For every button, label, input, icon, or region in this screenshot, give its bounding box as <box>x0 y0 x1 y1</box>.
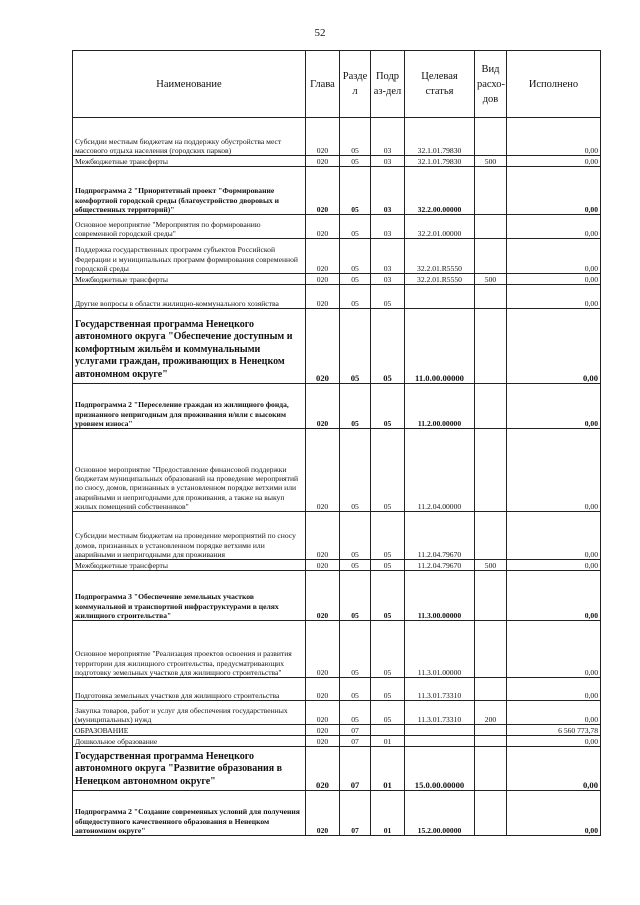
row-podrazdel: 03 <box>371 215 405 239</box>
row-amount: 0,00 <box>507 747 601 791</box>
row-razdel: 05 <box>340 215 371 239</box>
row-razdel: 05 <box>340 274 371 285</box>
row-amount: 0,00 <box>507 678 601 701</box>
header-name: Наименование <box>73 51 306 118</box>
row-podrazdel: 01 <box>371 791 405 836</box>
row-target: 32.2.01.00000 <box>405 215 475 239</box>
row-glava: 020 <box>306 512 340 560</box>
row-amount: 0,00 <box>507 736 601 747</box>
row-name: Государственная программа Ненецкого автономного округа "Обеспечение доступным и комфортным жильём и коммунальными услугами граждан, проживающих в Ненецком автономном округе" <box>73 309 306 384</box>
row-amount: 0,00 <box>507 571 601 621</box>
row-target <box>405 736 475 747</box>
row-vid <box>475 678 507 701</box>
row-target: 11.3.01.73310 <box>405 678 475 701</box>
row-target: 11.2.00.00000 <box>405 384 475 429</box>
row-amount: 0,00 <box>507 560 601 571</box>
row-podrazdel: 05 <box>371 678 405 701</box>
row-razdel: 05 <box>340 156 371 167</box>
table-row <box>73 621 601 678</box>
row-vid: 500 <box>475 274 507 285</box>
row-amount: 0,00 <box>507 215 601 239</box>
table-row <box>73 512 601 560</box>
row-amount: 6 560 773,78 <box>507 725 601 736</box>
row-podrazdel: 05 <box>371 560 405 571</box>
row-target <box>405 285 475 309</box>
row-target: 11.2.04.79670 <box>405 560 475 571</box>
header-razdel: Разде л <box>340 51 371 118</box>
row-vid <box>475 285 507 309</box>
row-podrazdel: 05 <box>371 285 405 309</box>
table-row <box>73 118 601 156</box>
header-glava: Глава <box>306 51 340 118</box>
row-podrazdel: 03 <box>371 118 405 156</box>
row-amount: 0,00 <box>507 274 601 285</box>
row-glava: 020 <box>306 701 340 725</box>
row-glava: 020 <box>306 725 340 736</box>
table-row <box>73 429 601 512</box>
row-amount: 0,00 <box>507 239 601 274</box>
row-glava: 020 <box>306 215 340 239</box>
budget-table <box>72 50 601 836</box>
row-razdel: 05 <box>340 560 371 571</box>
row-name: Подпрограмма 3 "Обеспечение земельных участков коммунальной и транспортной инфраструктурами в целях жилищного строительства" <box>73 571 306 621</box>
row-razdel: 05 <box>340 429 371 512</box>
row-target: 15.2.00.00000 <box>405 791 475 836</box>
row-razdel: 05 <box>340 571 371 621</box>
row-razdel: 05 <box>340 621 371 678</box>
table-row <box>73 736 601 747</box>
row-name: Основное мероприятие "Предоставление финансовой поддержки бюджетам муниципальных образований на проведение мероприятий по сносу, домов, признанных в установленном порядке ветхими или аварийными и непригодными для проживания, а также на выкуп жилых помещений собственников" <box>73 429 306 512</box>
row-vid <box>475 215 507 239</box>
row-podrazdel: 01 <box>371 747 405 791</box>
row-name: Дошкольное образование <box>73 736 306 747</box>
row-amount: 0,00 <box>507 309 601 384</box>
row-glava: 020 <box>306 239 340 274</box>
row-glava: 020 <box>306 571 340 621</box>
row-glava: 020 <box>306 384 340 429</box>
row-podrazdel: 03 <box>371 274 405 285</box>
table-row <box>73 309 601 384</box>
row-name: Подпрограмма 2 "Создание современных условий для получения общедоступного качественного образования в Ненецком автономном округе" <box>73 791 306 836</box>
row-glava: 020 <box>306 167 340 215</box>
row-glava: 020 <box>306 621 340 678</box>
row-name: Основное мероприятие "Реализация проектов освоения и развития территории для жилищного строительства, предусматривающих подготовку земельных участков для жилищного строительства" <box>73 621 306 678</box>
header-vid: Вид расхо-дов <box>475 51 507 118</box>
row-name: Межбюджетные трансферты <box>73 274 306 285</box>
row-razdel: 05 <box>340 678 371 701</box>
row-vid <box>475 736 507 747</box>
row-name: Поддержка государственных программ субъектов Российской Федерации и муниципальных программ формирования современной городской среды <box>73 239 306 274</box>
row-vid: 500 <box>475 560 507 571</box>
row-razdel: 05 <box>340 309 371 384</box>
row-vid <box>475 118 507 156</box>
row-glava: 020 <box>306 560 340 571</box>
row-target: 15.0.00.00000 <box>405 747 475 791</box>
row-amount: 0,00 <box>507 512 601 560</box>
row-vid <box>475 239 507 274</box>
page-number: 52 <box>314 27 326 39</box>
row-glava: 020 <box>306 736 340 747</box>
row-podrazdel <box>371 725 405 736</box>
row-name: Межбюджетные трансферты <box>73 560 306 571</box>
row-name: Межбюджетные трансферты <box>73 156 306 167</box>
row-name: Подготовка земельных участков для жилищного строительства <box>73 678 306 701</box>
row-vid <box>475 384 507 429</box>
row-razdel: 05 <box>340 118 371 156</box>
row-name: Закупка товаров, работ и услуг для обеспечения государственных (муниципальных) нужд <box>73 701 306 725</box>
row-glava: 020 <box>306 156 340 167</box>
row-target: 11.3.00.00000 <box>405 571 475 621</box>
row-glava: 020 <box>306 118 340 156</box>
row-razdel: 05 <box>340 239 371 274</box>
row-vid: 200 <box>475 701 507 725</box>
row-razdel: 07 <box>340 725 371 736</box>
row-razdel: 05 <box>340 512 371 560</box>
row-target <box>405 725 475 736</box>
table-row <box>73 156 601 167</box>
row-name: Субсидии местным бюджетам на проведение мероприятий по сносу домов, признанных в установленном порядке ветхими или аварийными и непригодными для проживания <box>73 512 306 560</box>
row-name: Другие вопросы в области жилищно-коммунального хозяйства <box>73 285 306 309</box>
header-target: Целевая статья <box>405 51 475 118</box>
row-razdel: 05 <box>340 167 371 215</box>
row-glava: 020 <box>306 274 340 285</box>
table-row <box>73 678 601 701</box>
row-vid <box>475 725 507 736</box>
row-podrazdel: 03 <box>371 156 405 167</box>
table-row <box>73 384 601 429</box>
row-glava: 020 <box>306 309 340 384</box>
row-vid <box>475 621 507 678</box>
row-podrazdel: 03 <box>371 167 405 215</box>
table-row <box>73 747 601 791</box>
row-podrazdel: 01 <box>371 736 405 747</box>
row-vid <box>475 309 507 384</box>
row-name: Подпрограмма 2 "Приоритетный проект "Формирование комфортной городской среды (благоустройство дворовых и общественных территорий)" <box>73 167 306 215</box>
row-target: 32.2.01.R5550 <box>405 274 475 285</box>
row-vid <box>475 429 507 512</box>
row-podrazdel: 05 <box>371 384 405 429</box>
row-name: ОБРАЗОВАНИЕ <box>73 725 306 736</box>
table-row <box>73 167 601 215</box>
row-amount: 0,00 <box>507 156 601 167</box>
row-target: 11.2.04.79670 <box>405 512 475 560</box>
row-amount: 0,00 <box>507 621 601 678</box>
table-row <box>73 571 601 621</box>
row-target: 32.1.01.79830 <box>405 156 475 167</box>
row-vid <box>475 747 507 791</box>
row-amount: 0,00 <box>507 429 601 512</box>
header-amount: Исполнено <box>507 51 601 118</box>
row-podrazdel: 05 <box>371 309 405 384</box>
row-podrazdel: 05 <box>371 512 405 560</box>
row-target: 11.0.00.00000 <box>405 309 475 384</box>
row-podrazdel: 05 <box>371 701 405 725</box>
row-target: 11.3.01.73310 <box>405 701 475 725</box>
row-podrazdel: 05 <box>371 429 405 512</box>
row-vid <box>475 791 507 836</box>
row-target: 11.3.01.00000 <box>405 621 475 678</box>
row-razdel: 05 <box>340 701 371 725</box>
row-name: Субсидии местным бюджетам на поддержку обустройства мест массового отдыха населения (городских парков) <box>73 118 306 156</box>
table-row <box>73 701 601 725</box>
row-podrazdel: 05 <box>371 571 405 621</box>
table-row <box>73 791 601 836</box>
row-amount: 0,00 <box>507 167 601 215</box>
row-amount: 0,00 <box>507 285 601 309</box>
row-amount: 0,00 <box>507 791 601 836</box>
row-amount: 0,00 <box>507 701 601 725</box>
row-target: 32.2.00.00000 <box>405 167 475 215</box>
row-razdel: 07 <box>340 747 371 791</box>
row-podrazdel: 05 <box>371 621 405 678</box>
row-glava: 020 <box>306 791 340 836</box>
table-row <box>73 560 601 571</box>
row-glava: 020 <box>306 285 340 309</box>
table-row <box>73 725 601 736</box>
row-razdel: 05 <box>340 285 371 309</box>
row-target: 32.1.01.79830 <box>405 118 475 156</box>
row-razdel: 07 <box>340 736 371 747</box>
row-glava: 020 <box>306 747 340 791</box>
row-vid <box>475 167 507 215</box>
row-name: Основное мероприятие "Мероприятия по формированию современной городской среды" <box>73 215 306 239</box>
row-podrazdel: 03 <box>371 239 405 274</box>
row-amount: 0,00 <box>507 118 601 156</box>
row-vid: 500 <box>475 156 507 167</box>
row-target: 32.2.01.R5550 <box>405 239 475 274</box>
table-row <box>73 239 601 274</box>
row-razdel: 07 <box>340 791 371 836</box>
header-row <box>73 51 601 118</box>
row-vid <box>475 512 507 560</box>
header-podrazdel: Подр аз-дел <box>371 51 405 118</box>
row-target: 11.2.04.00000 <box>405 429 475 512</box>
row-glava: 020 <box>306 429 340 512</box>
row-name: Государственная программа Ненецкого автономного округа "Развитие образования в Ненецком автономном округе" <box>73 747 306 791</box>
table-row <box>73 274 601 285</box>
row-amount: 0,00 <box>507 384 601 429</box>
row-vid <box>475 571 507 621</box>
table-row <box>73 215 601 239</box>
row-razdel: 05 <box>340 384 371 429</box>
row-glava: 020 <box>306 678 340 701</box>
table-row <box>73 285 601 309</box>
row-name: Подпрограмма 2 "Переселение граждан из жилищного фонда, признанного непригодным для проживания и/или с высоким уровнем износа" <box>73 384 306 429</box>
